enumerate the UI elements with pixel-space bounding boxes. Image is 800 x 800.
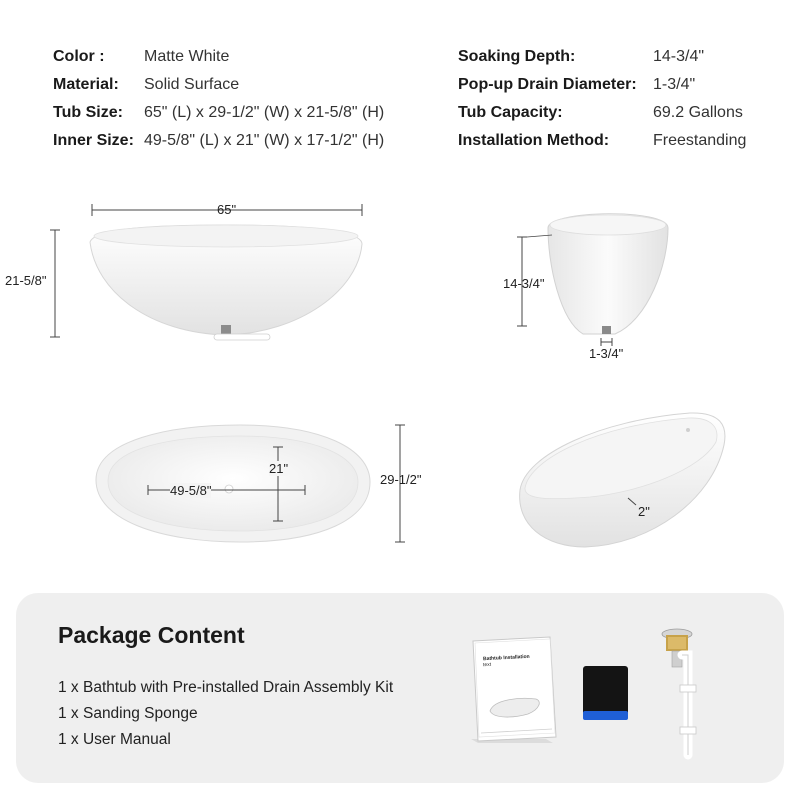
package-items-art <box>16 593 784 783</box>
dim-drain-diameter-label: 1-3/4" <box>589 346 624 361</box>
dim-rim-thickness-label: 2" <box>638 504 650 519</box>
dim-height-label: 21-5/8" <box>5 273 47 288</box>
bathtub-top-view <box>96 425 405 542</box>
spec-label: Color : <box>53 48 105 65</box>
manual-title: Bathtub Installation <box>482 653 530 663</box>
bathtub-side-view <box>50 204 362 340</box>
manual-subtitle: text <box>482 661 492 669</box>
package-title: Package Content <box>58 622 245 648</box>
dim-inner-length-label: 49-5/8" <box>170 483 212 498</box>
dim-width-label: 29-1/2" <box>380 472 422 487</box>
list-item: 1 x User Manual <box>58 731 171 748</box>
package-content-panel <box>16 593 784 783</box>
spec-label: Tub Size: <box>53 104 123 121</box>
drain-assembly-icon <box>662 629 696 755</box>
dim-length-label: 65" <box>217 202 237 217</box>
spec-value: Matte White <box>144 48 230 65</box>
bathtub-angled-view <box>520 413 725 547</box>
spec-label: Material: <box>53 76 119 93</box>
spec-value: Freestanding <box>653 132 747 149</box>
user-manual-icon <box>471 637 556 743</box>
spec-label: Installation Method: <box>458 132 610 149</box>
spec-value: 49-5/8" (L) x 21" (W) x 17-1/2" (H) <box>144 132 385 149</box>
spec-value: 65" (L) x 29-1/2" (W) x 21-5/8" (H) <box>144 104 385 121</box>
spec-value: 1-3/4" <box>653 76 696 93</box>
spec-label: Soaking Depth: <box>458 48 576 65</box>
sanding-sponge-icon <box>583 666 628 720</box>
spec-label: Tub Capacity: <box>458 104 563 121</box>
dim-inner-width-label: 21" <box>269 461 289 476</box>
dim-soaking-depth-label: 14-3/4" <box>503 276 545 291</box>
spec-value: 14-3/4" <box>653 48 705 65</box>
spec-value: Solid Surface <box>144 76 240 93</box>
spec-label: Pop-up Drain Diameter: <box>458 76 637 93</box>
spec-value: 69.2 Gallons <box>653 104 743 121</box>
list-item: 1 x Bathtub with Pre-installed Drain Assembly Kit <box>58 679 394 696</box>
spec-label: Inner Size: <box>53 132 134 149</box>
list-item: 1 x Sanding Sponge <box>58 705 198 722</box>
